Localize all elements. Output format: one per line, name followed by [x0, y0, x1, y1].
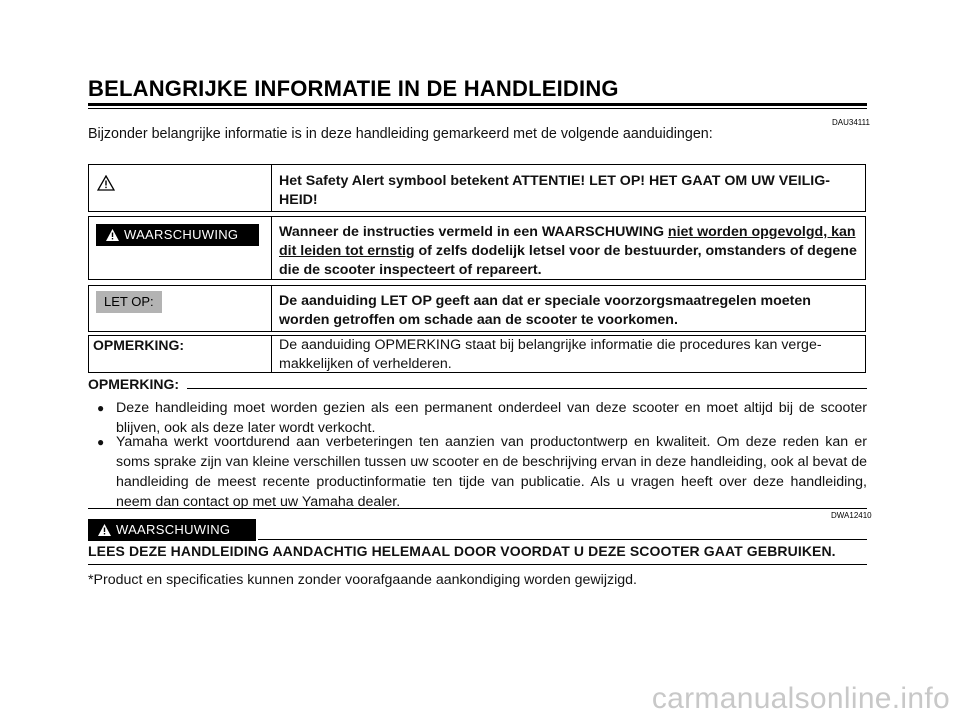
- bullet-icon: ●: [97, 435, 105, 449]
- safety-alert-symbol-cell: [89, 165, 272, 211]
- let-op-label-cell: [89, 286, 272, 331]
- opmerking-box: [88, 335, 866, 373]
- warning-triangle-icon: [105, 228, 120, 242]
- bottom-warning-label: WAARSCHUWING: [88, 519, 256, 541]
- let-op-box: [88, 285, 866, 332]
- spec-note: *Product en specificaties kunnen zonder voorafgaande aankondiging worden gewijzigd.: [88, 572, 637, 588]
- opmerking-text: De aanduiding OPMERKING staat bij belangrijke informatie die procedures kan verge-makkelijken of verhelderen.: [279, 337, 822, 372]
- warning-label: WAARSCHUWING: [96, 224, 259, 246]
- page-title: BELANGRIJKE INFORMATIE IN DE HANDLEIDING: [88, 76, 619, 101]
- warning-triangle-icon: [97, 523, 112, 537]
- opmerking-label: OPMERKING:: [93, 337, 184, 353]
- warning-box: [88, 216, 866, 280]
- title-rule-thick: [88, 103, 867, 106]
- safety-alert-box: [88, 164, 866, 212]
- title-rule-thin: [88, 108, 867, 109]
- opmerking-heading: OPMERKING:: [88, 376, 179, 392]
- warning-rule: [258, 539, 867, 540]
- warning-text: Wanneer de instructies vermeld in een WAARSCHUWING niet worden opgevolgd, kan dit leiden tot ernstig of zelfs dodelijk letsel voor de bestuurder, omstanders of degene die de scooter inspecteert of repareert.: [279, 224, 857, 278]
- intro-text: Bijzonder belangrijke informatie is in deze handleiding gemarkeerd met de volgende aanduidingen:: [88, 126, 713, 142]
- safety-alert-text: Het Safety Alert symbool betekent ATTENTIE! LET OP! HET GAAT OM UW VEILIG-HEID!: [279, 173, 830, 208]
- warning-label-cell: [89, 217, 272, 279]
- watermark: carmanualsonline.info: [651, 682, 950, 715]
- warning-triangle-icon: [97, 175, 115, 196]
- let-op-text: De aanduiding LET OP geeft aan dat er speciale voorzorgsmaatregelen moeten worden getroffen om schade aan de scooter te voorkomen.: [279, 293, 811, 328]
- bullet-icon: ●: [97, 401, 105, 415]
- bullet-text-2: Yamaha werkt voortdurend aan verbeteringen ten aanzien van productontwerp en kwaliteit. Om deze reden kan er soms sprake zijn van kleine verschillen tussen uw scooter en de beschrijving ervan in deze handleiding, ook al bevat de handleiding de meest recente productinformatie ten tijde van publicatie. Als u vragen heeft over deze handleiding, neem dan contact op met uw Yamaha dealer.: [116, 434, 867, 510]
- bottom-warning-text: LEES DEZE HANDLEIDING AANDACHTIG HELEMAAL DOOR VOORDAT U DEZE SCOOTER GAAT GEBRUIKEN.: [88, 543, 836, 559]
- section-divider: [88, 508, 867, 509]
- opmerking-rule: [187, 388, 867, 389]
- warning-code: DWA12410: [831, 511, 872, 520]
- section-code: DAU34111: [832, 118, 870, 127]
- let-op-label: LET OP:: [96, 291, 162, 313]
- opmerking-label-cell: [89, 336, 272, 372]
- warning-text-rule: [88, 564, 867, 565]
- bullet-text-1: Deze handleiding moet worden gezien als een permanent onderdeel van deze scooter en moet altijd bij de scooter blijven, ook als deze later wordt verkocht.: [116, 400, 867, 436]
